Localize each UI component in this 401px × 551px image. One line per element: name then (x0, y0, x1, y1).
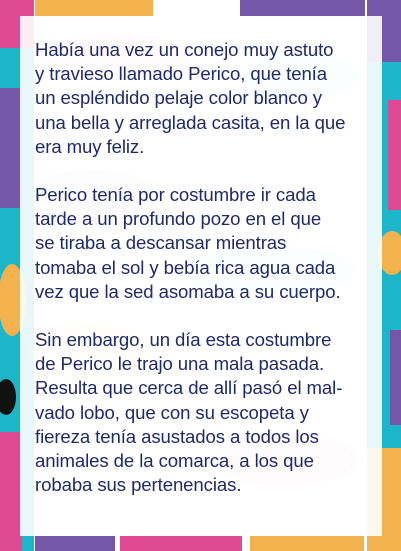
top-orange-block (35, 0, 153, 16)
story-line-3-1: Sin embargo, un día esta costumbre (35, 329, 332, 351)
story-paragraph-2 (35, 183, 380, 304)
right-purple-block (390, 330, 401, 425)
story-line-1-2: y travieso llamado Perico, que tenía (35, 63, 327, 85)
story-line-1-4: una bella y arreglada casita, en la que (35, 111, 346, 133)
story-line-3-7: robaba sus pertenencias. (35, 474, 242, 496)
story-line-3-5: fiereza tenía asustados a todos los (35, 425, 319, 447)
story-line-2-4: tomaba el sol y bebía rica agua cada (35, 256, 336, 278)
right-magenta-block (388, 100, 401, 210)
story-line-2-3: se tiraba a descansar mientras (35, 232, 287, 254)
bottom-magenta-block (120, 536, 242, 551)
story-line-2-1: Perico tenía por costumbre ir cada (35, 184, 316, 206)
story-paragraph-1 (35, 38, 380, 159)
top-purple-block (240, 0, 365, 16)
story-line-1-1: Había una vez un conejo muy astuto (35, 39, 334, 60)
story-line-3-2: de Perico le trajo una mala pasada. (35, 353, 325, 375)
story-line-3-3: Resulta que cerca de allí pasó el mal- (35, 377, 343, 399)
story-text (35, 38, 380, 521)
bottom-purple-block (35, 536, 115, 551)
left-purple-block (0, 88, 22, 208)
story-line-1-3: un espléndido pelaje color blanco y (35, 87, 322, 109)
story-line-3-4: vado lobo, que con su escopeta y (35, 401, 309, 423)
story-line-2-2: tarde a un profundo pozo en el que (35, 208, 322, 230)
story-line-2-5: vez que la sed asomaba a su cuerpo. (35, 280, 341, 302)
story-line-1-5: era muy feliz. (35, 135, 145, 157)
story-line-3-6: animales de la comarca, a los que (35, 450, 314, 472)
left-bottom-magenta-block (0, 432, 22, 551)
bottom-orange-block (250, 536, 364, 551)
story-paragraph-3 (35, 328, 380, 497)
